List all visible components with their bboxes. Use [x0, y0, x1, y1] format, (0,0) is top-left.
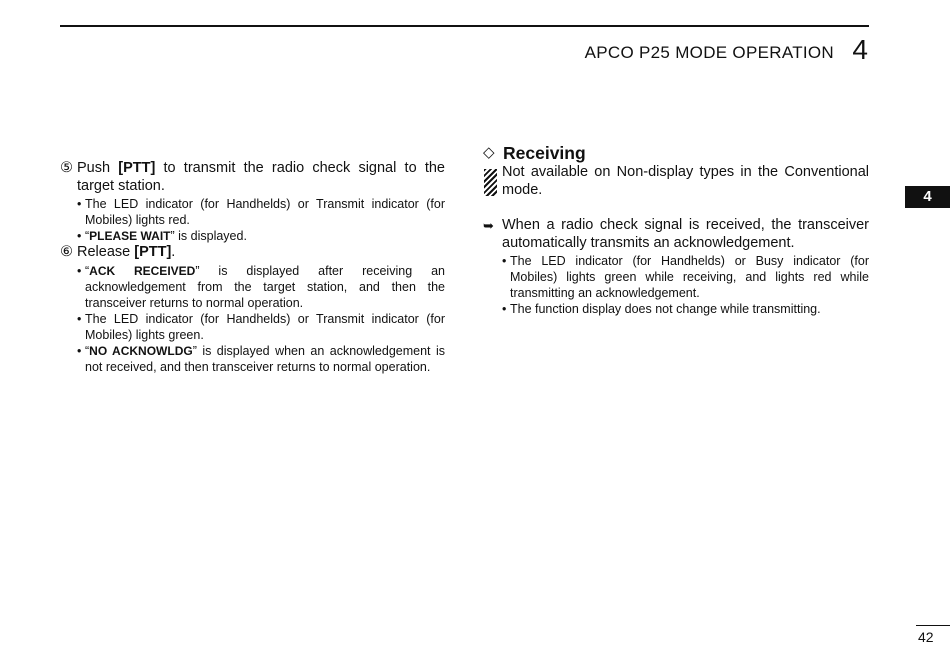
list-item: • “PLEASE WAIT” is displayed. [77, 228, 445, 244]
left-column [60, 160, 445, 375]
receive-bullets [483, 253, 869, 317]
list-item: • The function display does not change while transmitting. [502, 301, 869, 317]
ptt-key-label: [PTT] [134, 244, 172, 260]
arrow-icon: ➥ [483, 218, 494, 233]
top-rule [60, 25, 869, 27]
receive-item: ➥ When a radio check signal is received, the transceiver automatically transmits an acknowledgement. [483, 217, 869, 251]
page-number: 42 [918, 629, 934, 645]
step-5 [60, 160, 445, 195]
list-item: • “NO ACKNOWLDG” is displayed when an acknowledgement is not received, and then transceiver returns to normal operation. [77, 343, 445, 375]
step-6-text: Release [PTT]. [77, 244, 176, 260]
section-heading [483, 143, 869, 163]
availability-note: Not available on Non-display types in the Conventional mode. [483, 164, 869, 199]
step-number-6: ⑥ [60, 244, 73, 260]
list-item: • The LED indicator (for Handhelds) or Transmit indicator (for Mobiles) lights red. [77, 196, 445, 228]
display-message: PLEASE WAIT [89, 229, 171, 243]
step-5-text: Push [PTT] to transmit the radio check signal to the target station. [77, 160, 445, 194]
step-6 [60, 244, 445, 262]
step-5-bullets [60, 196, 445, 244]
page-number-rule [916, 625, 950, 626]
diamond-icon: ◇ [483, 144, 495, 161]
ptt-key-label: [PTT] [118, 160, 156, 176]
display-message: NO ACKNOWLDG [89, 343, 193, 358]
non-display-hatch-icon [484, 169, 497, 196]
chapter-title: APCO P25 MODE OPERATION [584, 43, 834, 62]
chapter-side-tab[interactable]: 4 [905, 186, 950, 208]
step-number-5: ⑤ [60, 160, 73, 176]
section-heading-label: Receiving [503, 143, 586, 163]
list-item: • The LED indicator (for Handhelds) or Transmit indicator (for Mobiles) lights green. [77, 311, 445, 343]
list-item: • “ACK RECEIVED” is displayed after receiving an acknowledgement from the target station, and then the transceiver returns to normal operation. [77, 263, 445, 311]
chapter-number: 4 [852, 34, 868, 65]
display-message: ACK RECEIVED [89, 263, 196, 278]
step-6-bullets [60, 263, 445, 375]
right-column [483, 143, 869, 317]
list-item: • The LED indicator (for Handhelds) or Busy indicator (for Mobiles) lights green while receiving, and lights red while transmitting an acknowledgement. [502, 253, 869, 301]
